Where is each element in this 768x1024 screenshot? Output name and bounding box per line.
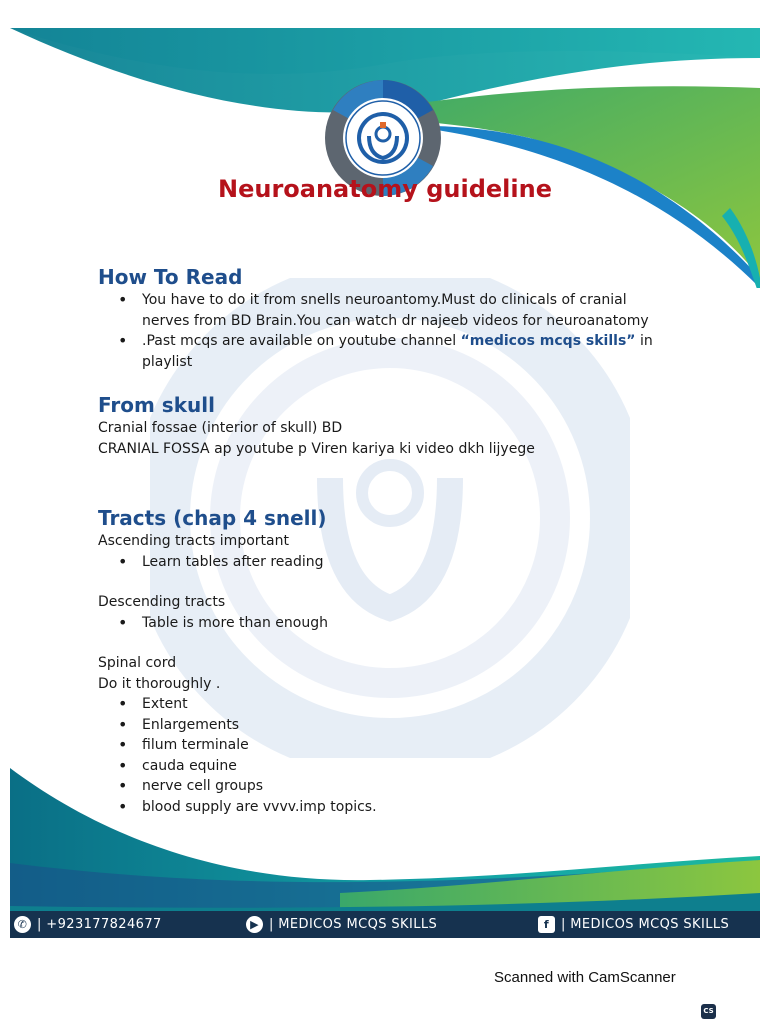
list-item: • Extent	[118, 694, 698, 715]
paragraph-line: Spinal cord	[98, 655, 177, 671]
scanner-watermark-text: Scanned with CamScanner	[494, 969, 676, 986]
bullet-text: You have to do it from snells neuroantomy.Must do clinicals of cranial	[142, 292, 627, 308]
list-item	[118, 290, 698, 331]
paragraph-line: Ascending tracts important	[98, 533, 289, 549]
channel-name: “medicos mcqs skills”	[460, 333, 636, 349]
list-item: • Table is more than enough	[118, 613, 698, 634]
paragraph-line: Do it thoroughly .	[98, 675, 221, 692]
document-title: Neuroanatomy guideline	[218, 175, 552, 203]
bullet-text: nerves from BD Brain.You can watch dr najeeb videos for neuroanatomy	[142, 312, 649, 329]
whatsapp-icon: ✆	[14, 916, 31, 933]
youtube-icon: ▶	[246, 916, 263, 933]
facebook-contact[interactable]	[538, 911, 729, 938]
bullet-text: .Past mcqs are available on youtube channel	[142, 333, 457, 349]
paragraph-line: Descending tracts	[98, 594, 226, 610]
spacer	[98, 633, 698, 653]
heading-tracts: Tracts (chap 4 snell)	[98, 506, 327, 530]
document-page	[10, 28, 760, 938]
heading-from-skull: From skull	[98, 393, 215, 417]
list-item: • Learn tables after reading	[118, 552, 698, 573]
bullet-text: playlist	[142, 353, 193, 370]
list-item: • cauda equine	[118, 756, 698, 777]
facebook-page: | MEDICOS MCQS SKILLS	[561, 917, 730, 932]
youtube-channel: | MEDICOS MCQS SKILLS	[269, 917, 438, 932]
spacer	[98, 572, 698, 592]
bullet-text: in	[639, 333, 653, 349]
phone-number: | +923177824677	[37, 917, 162, 932]
youtube-contact[interactable]	[246, 911, 437, 938]
ascending-tracts-list	[118, 552, 698, 573]
bottom-wave-decoration	[10, 768, 760, 913]
list-item: • nerve cell groups	[118, 776, 698, 797]
spacer	[98, 372, 698, 392]
list-item: • filum terminale	[118, 735, 698, 756]
paragraph-line: CRANIAL FOSSA ap youtube p Viren kariya ki video dkh lijyege	[98, 440, 535, 457]
list-item	[118, 331, 698, 372]
paragraph-line: Cranial fossae (interior of skull) BD	[98, 420, 343, 436]
descending-tracts-list	[118, 613, 698, 634]
spacer	[98, 459, 698, 505]
list-item: • blood supply are vvvv.imp topics.	[118, 797, 698, 818]
document-body	[98, 264, 698, 817]
facebook-icon: f	[538, 916, 555, 933]
contact-footer	[10, 911, 760, 938]
how-to-read-list	[118, 290, 698, 372]
camscanner-logo: CS	[701, 1004, 716, 1019]
list-item: • Enlargements	[118, 715, 698, 736]
heading-how-to-read: How To Read	[98, 265, 243, 289]
phone-contact[interactable]	[14, 911, 162, 938]
